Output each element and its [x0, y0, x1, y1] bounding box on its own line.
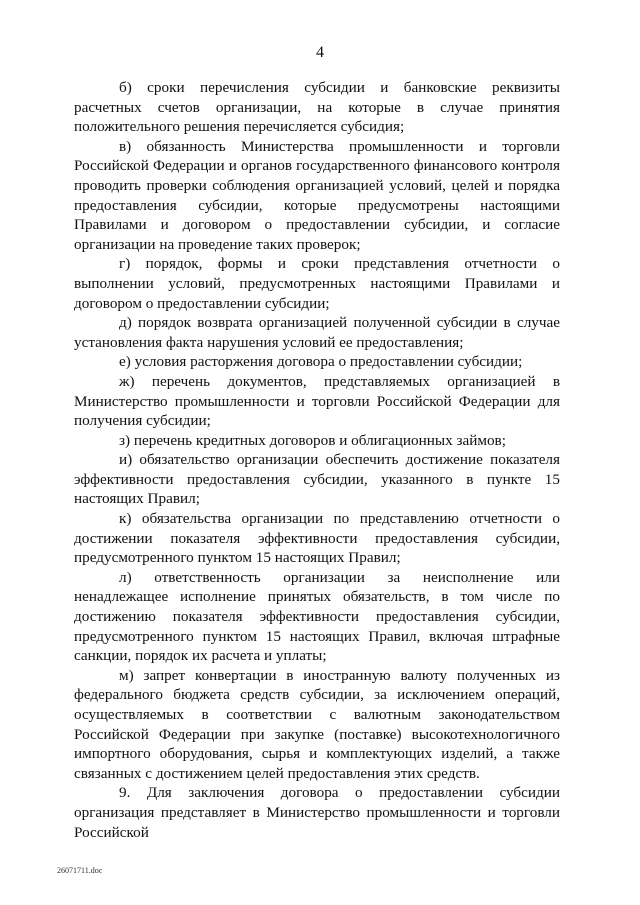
- paragraph-zh: ж) перечень документов, представляемых организацией в Министерство промышленности и торговли Российской Федерации для получения субсидии;: [74, 372, 560, 430]
- paragraph-d: д) порядок возврата организацией полученной субсидии в случае установления факта нарушения условий ее предоставления;: [74, 314, 560, 351]
- footer-filename: 26071711.doc: [57, 866, 103, 875]
- paragraph-i: и) обязательство организации обеспечить достижение показателя эффективности предоставления субсидии, указанного в пункте 15 настоящих Правил;: [74, 451, 560, 508]
- paragraph-b: б) сроки перечисления субсидии и банковские реквизиты расчетных счетов организации, на которые в случае принятия положительного решения перечисляется субсидия;: [74, 79, 560, 136]
- paragraph-m: м) запрет конвертации в иностранную валюту полученных из федерального бюджета средств субсидии, за исключением операций, осуществляемых в соответствии с валютным законодательством Российской Федерации при закупке (поставке) высокотехнологичного импортного оборудования, сырья и комплектующих изделий, а также связанных с достижением целей предоставления этих средств.: [74, 666, 560, 782]
- paragraph-9: 9. Для заключения договора о предоставлении субсидии организация представляет в Министерство промышленности и торговли Российской: [74, 784, 560, 841]
- page-number: 4: [316, 44, 324, 61]
- document-body: [74, 78, 560, 842]
- paragraph-k: к) обязательства организации по представлению отчетности о достижении показателя эффективности предоставления субсидии, предусмотренного пунктом 15 настоящих Правил;: [74, 510, 560, 567]
- paragraph-e: е) условия расторжения договора о предоставлении субсидии;: [119, 353, 523, 371]
- paragraph-z: з) перечень кредитных договоров и облигационных займов;: [119, 431, 506, 449]
- paragraph-v: в) обязанность Министерства промышленности и торговли Российской Федерации и органов государственного финансового контроля проводить проверки соблюдения организацией условий, целей и порядка предоставления субсидии, которые предусмотрены настоящими Правилами и договором о предоставлении субсидии, и согласие организации на проведение таких проверок;: [74, 137, 560, 253]
- paragraph-l: л) ответственность организации за неисполнение или ненадлежащее исполнение принятых обязательств, в том числе по достижению показателя эффективности предоставления субсидии, предусмотренного пунктом 15 настоящих Правил, включая штрафные санкции, порядок их расчета и уплаты;: [74, 568, 560, 665]
- paragraph-g: г) порядок, формы и сроки представления отчетности о выполнении условий, предусмотренных настоящими Правилами и договором о предоставлении субсидии;: [74, 255, 560, 312]
